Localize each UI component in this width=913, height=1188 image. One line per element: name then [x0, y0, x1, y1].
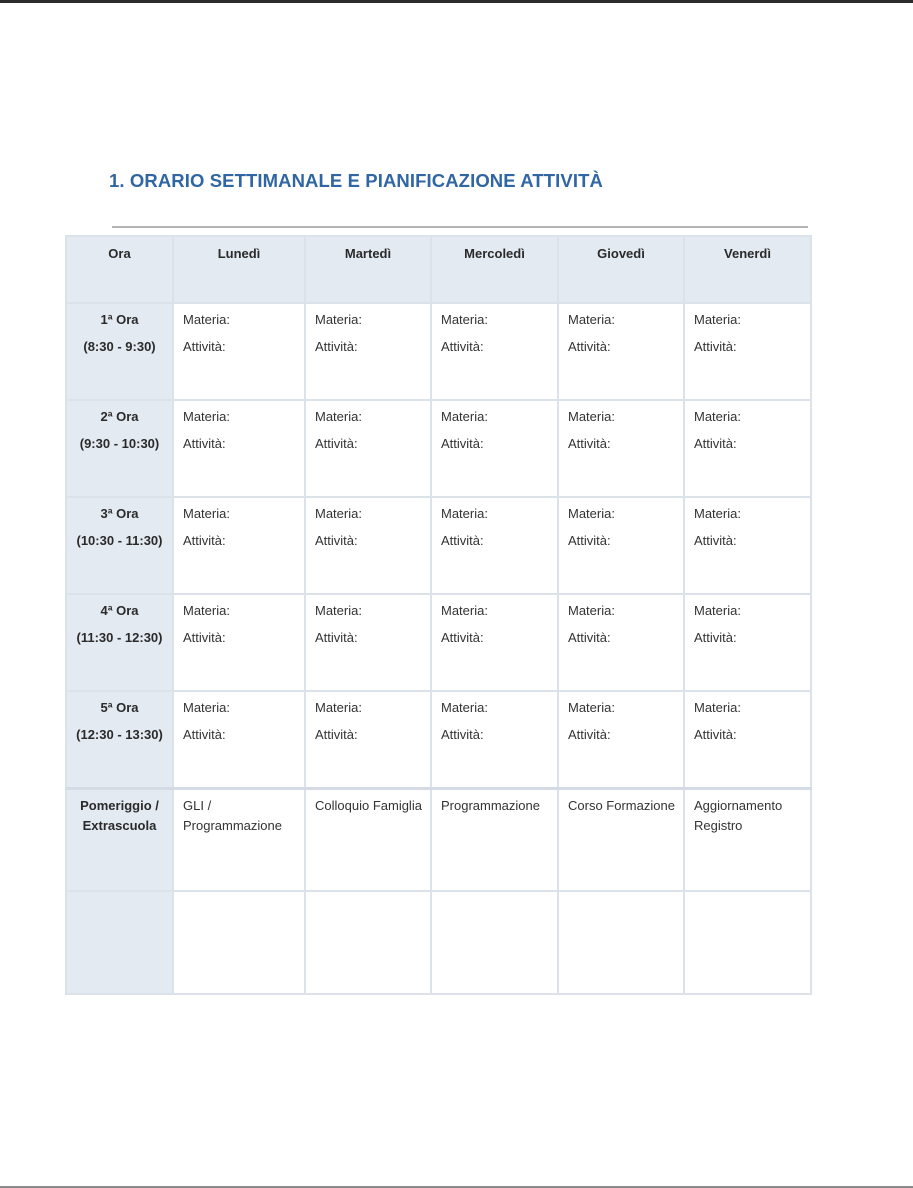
attivita-label: Attività:	[568, 630, 611, 645]
attivita-label: Attività:	[183, 533, 226, 548]
attivita-label: Attività:	[315, 630, 358, 645]
hour-label: 4ª Ora	[100, 603, 139, 618]
slot-cell-venerdi	[684, 594, 811, 691]
materia-label: Materia:	[315, 409, 362, 424]
attivita-label: Attività:	[694, 533, 737, 548]
slot-cell-venerdi	[684, 303, 811, 400]
materia-label: Materia:	[441, 409, 488, 424]
hour-time-range: (11:30 - 12:30)	[76, 630, 163, 645]
hour-row	[66, 303, 811, 400]
hour-row	[66, 594, 811, 691]
materia-label: Materia:	[568, 603, 615, 618]
attivita-label: Attività:	[694, 436, 737, 451]
slot-cell-venerdi	[684, 691, 811, 788]
materia-label: Materia:	[183, 506, 230, 521]
hour-label: 3ª Ora	[100, 506, 139, 521]
materia-label: Materia:	[694, 506, 741, 521]
hour-row	[66, 691, 811, 788]
header-lunedi: Lunedì	[173, 236, 305, 303]
materia-label: Materia:	[315, 603, 362, 618]
slot-cell-giovedi	[558, 400, 684, 497]
afternoon-activity-giovedi: Corso Formazione	[558, 788, 684, 891]
attivita-label: Attività:	[441, 339, 484, 354]
afternoon-row	[66, 788, 811, 891]
attivita-label: Attività:	[568, 339, 611, 354]
materia-label: Materia:	[694, 409, 741, 424]
header-ora: Ora	[66, 236, 173, 303]
hour-time-range: (8:30 - 9:30)	[83, 339, 156, 354]
attivita-label: Attività:	[183, 436, 226, 451]
slot-cell-lunedi	[173, 594, 305, 691]
title-divider	[112, 226, 808, 228]
slot-cell-mercoledi	[431, 400, 558, 497]
materia-label: Materia:	[183, 409, 230, 424]
afternoon-label: Pomeriggio / Extrascuola	[66, 788, 173, 891]
slot-cell-giovedi	[558, 594, 684, 691]
afternoon-activity-martedi: Colloquio Famiglia	[305, 788, 431, 891]
attivita-label: Attività:	[694, 727, 737, 742]
hour-label: 1ª Ora	[100, 312, 139, 327]
hour-label: 5ª Ora	[100, 700, 139, 715]
hour-row	[66, 497, 811, 594]
hour-time-range: (9:30 - 10:30)	[79, 436, 160, 451]
hour-cell	[66, 594, 173, 691]
slot-cell-lunedi	[173, 691, 305, 788]
slot-cell-martedi	[305, 303, 431, 400]
materia-label: Materia:	[568, 700, 615, 715]
header-mercoledi: Mercoledì	[431, 236, 558, 303]
attivita-label: Attività:	[315, 436, 358, 451]
slot-cell-lunedi	[173, 303, 305, 400]
hour-time-range: (10:30 - 11:30)	[76, 533, 163, 548]
slot-cell-mercoledi	[431, 497, 558, 594]
empty-cell	[431, 891, 558, 994]
slot-cell-venerdi	[684, 497, 811, 594]
attivita-label: Attività:	[183, 339, 226, 354]
slot-cell-mercoledi	[431, 303, 558, 400]
slot-cell-lunedi	[173, 497, 305, 594]
hour-cell	[66, 303, 173, 400]
attivita-label: Attività:	[694, 630, 737, 645]
empty-cell	[684, 891, 811, 994]
materia-label: Materia:	[441, 603, 488, 618]
materia-label: Materia:	[183, 312, 230, 327]
slot-cell-martedi	[305, 691, 431, 788]
slot-cell-martedi	[305, 497, 431, 594]
header-row	[66, 236, 811, 303]
attivita-label: Attività:	[441, 533, 484, 548]
materia-label: Materia:	[183, 603, 230, 618]
slot-cell-mercoledi	[431, 691, 558, 788]
hour-cell	[66, 691, 173, 788]
slot-cell-giovedi	[558, 497, 684, 594]
attivita-label: Attività:	[315, 533, 358, 548]
afternoon-activity-mercoledi: Programmazione	[431, 788, 558, 891]
empty-row	[66, 891, 811, 994]
empty-time-cell	[66, 891, 173, 994]
materia-label: Materia:	[694, 603, 741, 618]
attivita-label: Attività:	[694, 339, 737, 354]
materia-label: Materia:	[568, 506, 615, 521]
hour-label: 2ª Ora	[100, 409, 139, 424]
section-title: 1. ORARIO SETTIMANALE E PIANIFICAZIONE ATTIVITÀ	[109, 170, 603, 191]
hour-row	[66, 400, 811, 497]
attivita-label: Attività:	[441, 630, 484, 645]
attivita-label: Attività:	[315, 727, 358, 742]
materia-label: Materia:	[441, 700, 488, 715]
header-martedi: Martedì	[305, 236, 431, 303]
materia-label: Materia:	[315, 700, 362, 715]
slot-cell-lunedi	[173, 400, 305, 497]
slot-cell-mercoledi	[431, 594, 558, 691]
attivita-label: Attività:	[568, 727, 611, 742]
attivita-label: Attività:	[441, 727, 484, 742]
attivita-label: Attività:	[183, 727, 226, 742]
slot-cell-venerdi	[684, 400, 811, 497]
top-border	[0, 0, 913, 3]
materia-label: Materia:	[568, 312, 615, 327]
materia-label: Materia:	[441, 312, 488, 327]
header-giovedi: Giovedì	[558, 236, 684, 303]
materia-label: Materia:	[694, 312, 741, 327]
materia-label: Materia:	[315, 506, 362, 521]
materia-label: Materia:	[183, 700, 230, 715]
weekly-schedule-table	[65, 235, 812, 995]
hour-cell	[66, 400, 173, 497]
hour-time-range: (12:30 - 13:30)	[76, 727, 163, 742]
materia-label: Materia:	[441, 506, 488, 521]
afternoon-activity-lunedi: GLI / Programmazione	[173, 788, 305, 891]
slot-cell-martedi	[305, 594, 431, 691]
empty-cell	[305, 891, 431, 994]
materia-label: Materia:	[694, 700, 741, 715]
attivita-label: Attività:	[568, 436, 611, 451]
attivita-label: Attività:	[183, 630, 226, 645]
materia-label: Materia:	[568, 409, 615, 424]
hour-cell	[66, 497, 173, 594]
header-venerdi: Venerdì	[684, 236, 811, 303]
materia-label: Materia:	[315, 312, 362, 327]
empty-cell	[173, 891, 305, 994]
attivita-label: Attività:	[568, 533, 611, 548]
slot-cell-giovedi	[558, 691, 684, 788]
afternoon-activity-venerdi: Aggiornamento Registro	[684, 788, 811, 891]
slot-cell-martedi	[305, 400, 431, 497]
slot-cell-giovedi	[558, 303, 684, 400]
attivita-label: Attività:	[315, 339, 358, 354]
empty-cell	[558, 891, 684, 994]
attivita-label: Attività:	[441, 436, 484, 451]
